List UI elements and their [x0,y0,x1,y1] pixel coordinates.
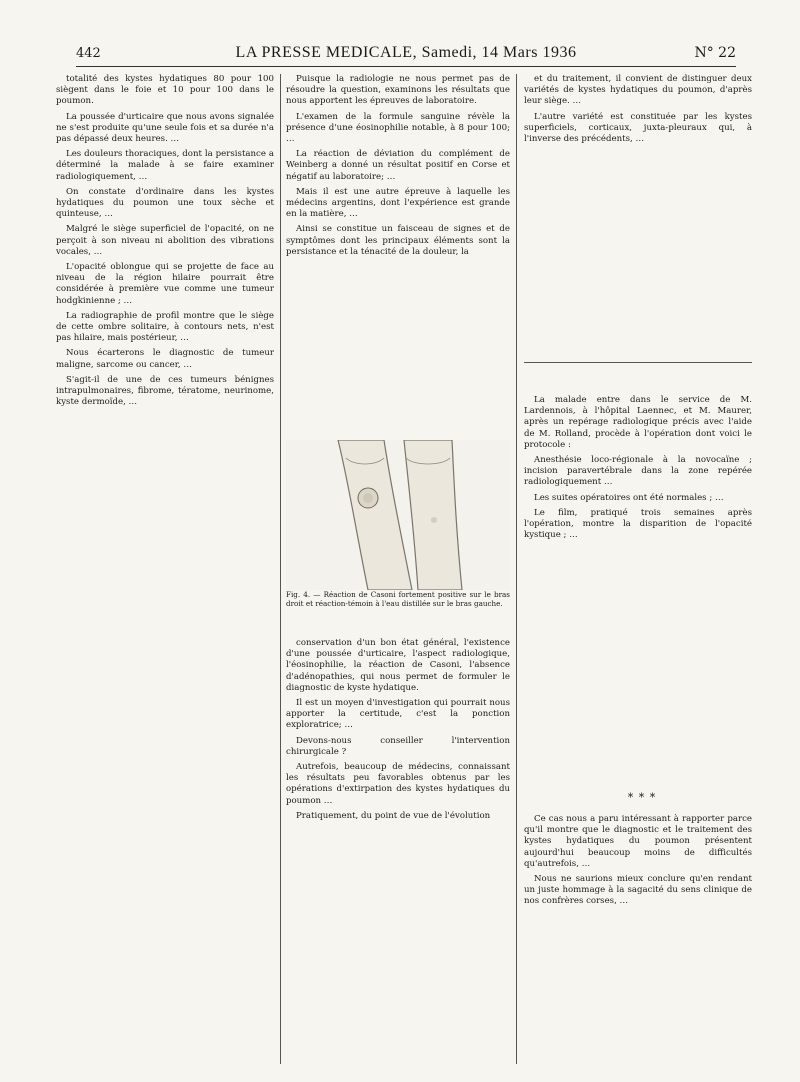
paragraph: On constate d'ordinaire dans les kystes hydatiques du poumon une toux sèche et quinteuse, … [56,186,274,220]
masthead [76,44,736,67]
paragraph: La malade entre dans le service de M. Lardennois, à l'hôpital Laennec, et M. Maurer, après un repérage radiologique précis avec l'aide de M. Rolland, procède à l'opération dont voici le protocole : [524,395,752,450]
paragraph: totalité des kystes hydatiques 80 pour 100 siègent dans le foie et 10 pour 100 dans le poumon. [56,74,274,107]
paragraph: Pratiquement, du point de vue de l'évolution [296,810,491,821]
paragraph: Malgré le siège superficiel de l'opacité, on ne perçoit à son niveau ni abolition des vibrations vocales, … [56,224,274,257]
section-separator: * * * [627,791,657,804]
column-divider [280,74,281,1064]
paragraph: Il est un moyen d'investigation qui pourrait nous apporter la certitude, c'est la ponction exploratrice; … [286,698,510,731]
paragraph: L'examen de la formule sanguine révèle la présence d'une éosinophilie notable, à 8 pour 100; … [286,111,510,145]
column-3-operation [524,395,752,545]
column-2 [286,74,510,262]
paragraph: Le film, pratiqué trois semaines après l'opération, montre la disparition de l'opacité kystique ; … [524,507,752,541]
column-2-continued [286,638,510,826]
column-1 [56,74,274,412]
paragraph: Autrefois, beaucoup de médecins, connaissant les résultats peu favorables obtenus par les opérations d'extirpation des kystes hydatiques du poumon … [286,762,510,806]
paragraph: Anesthésie loco-régionale à la novocaïne ; incision paravertébrale dans la zone repérée radiologiquement … [524,455,752,488]
paragraph: S'agit-il de une de ces tumeurs bénignes intrapulmonaires, fibrome, tératome, neurinome, kyste dermoïde, … [56,374,274,408]
column-3-conclusion [524,814,752,912]
paragraph: Les suites opératoires ont été normales ; … [534,492,724,503]
paragraph: conservation d'un bon état général, l'existence d'une poussée d'urticaire, l'aspect radiologique, l'éosinophilie, la réaction de Casoni, l'absence d'adénopathies, qui nous permet de formuler le diagnostic de kyste hydatique. [286,638,510,693]
paragraph: La poussée d'urticaire que nous avons signalée ne s'est produite qu'une seule fois et sa durée n'a pas dépassé deux heures. … [56,111,274,145]
paragraph: Nous ne saurions mieux conclure qu'en rendant un juste hommage à la sagacité du sens clinique de nos confrères corses, … [524,874,752,907]
paragraph: Les douleurs thoraciques, dont la persistance a déterminé la malade à se faire examiner radiologiquement, … [56,149,274,182]
page-number: 442 [76,46,101,61]
paragraph: et du traitement, il convient de distinguer deux variétés de kystes hydatiques du poumon, d'après leur siège. … [524,74,752,107]
paragraph: La radiographie de profil montre que le siège de cette ombre solitaire, à contours nets, n'est pas hilaire, mais postérieur, … [56,310,274,344]
paragraph: Ce cas nous a paru intéressant à rapporter parce qu'il montre que le diagnostic et le traitement des kystes hydatiques du poumon présentent aujourd'hui beaucoup moins de difficultés qu'autrefois, … [524,814,752,869]
paragraph: Ainsi se constitue un faisceau de signes et de symptômes dont les principaux éléments sont la persistance et la ténacité de la douleur, la [286,224,510,257]
section-rule [524,362,752,363]
paragraph: L'autre variété est constituée par les kystes superficiels, corticaux, juxta-pleuraux qui, à l'inverse des précédents, … [524,111,752,145]
arms-photo [286,440,510,590]
paragraph: Mais il est une autre épreuve à laquelle les médecins argentins, dont l'expérience est grande en la matière, … [286,186,510,220]
column-divider [516,74,517,1064]
journal-title: LA PRESSE MEDICALE, Samedi, 14 Mars 1936 [235,44,577,61]
column-3 [524,74,752,149]
section-question: Devons-nous conseiller l'intervention chirurgicale ? [286,735,510,757]
figure-caption: Fig. 4. — Réaction de Casoni fortement positive sur le bras droit et réaction-témoin à l'eau distillée sur le bras gauche. [286,590,510,608]
paragraph: L'opacité oblongue qui se projette de face au niveau de la région hilaire pourrait être considérée à première vue comme une tumeur hodgkinienne ; … [56,262,274,306]
paragraph: Nous écarterons le diagnostic de tumeur maligne, sarcome ou cancer, … [56,348,274,370]
paragraph: Puisque la radiologie ne nous permet pas de résoudre la question, examinons les résultats que nous apportent les épreuves de laboratoire. [286,74,510,107]
figure-casoni-reaction [286,440,510,590]
issue-number: N° 22 [694,45,736,61]
paragraph: La réaction de déviation du complément de Weinberg a donné un résultat positif en Corse et négatif au laboratoire; … [286,149,510,182]
